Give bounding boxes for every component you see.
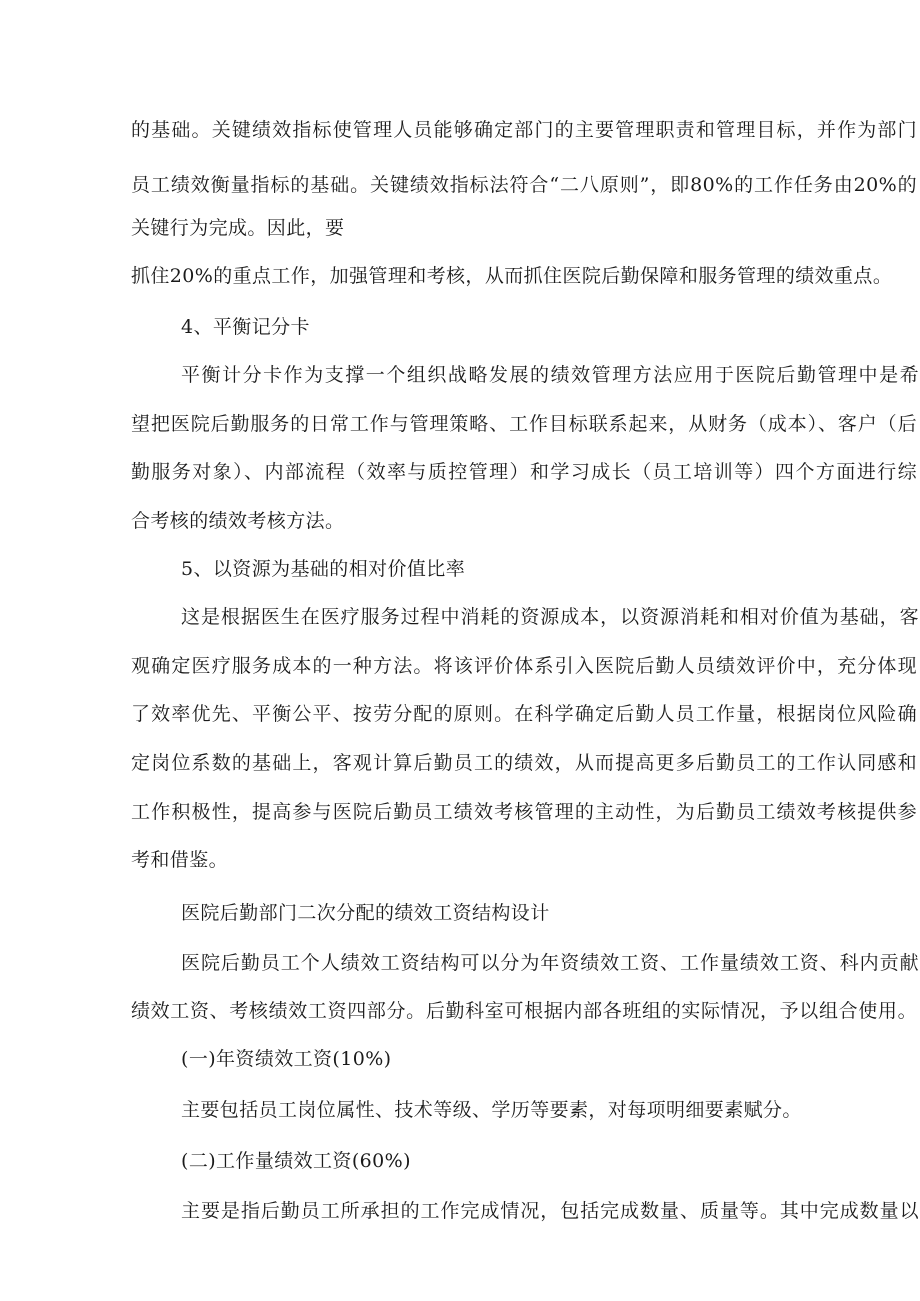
paragraph-line: 观确定医疗服务成本的一种方法。将该评价体系引入医院后勤人员绩效评价中，充分体现 <box>131 655 917 677</box>
paragraph-line: 绩效工资、考核绩效工资四部分。后勤科室可根据内部各班组的实际情况，予以组合使用。 <box>131 1000 917 1022</box>
section-heading: 4、平衡记分卡 <box>181 316 310 338</box>
paragraph-line: 了效率优先、平衡公平、按劳分配的原则。在科学确定后勤人员工作量，根据岗位风险确 <box>131 703 917 725</box>
paragraph-line: 医院后勤员工个人绩效工资结构可以分为年资绩效工资、工作量绩效工资、科内贡献 <box>181 952 919 974</box>
section-heading: 医院后勤部门二次分配的绩效工资结构设计 <box>181 902 550 924</box>
paragraph-line: 关键行为完成。因此，要 <box>131 217 345 239</box>
paragraph-line: 望把医院后勤服务的日常工作与管理策略、工作目标联系起来，从财务（成本）、客户（后 <box>131 413 917 435</box>
subsection-heading: (二)工作量绩效工资(60%) <box>181 1150 411 1172</box>
paragraph-line: 工作积极性，提高参与医院后勤员工绩效考核管理的主动性，为后勤员工绩效考核提供参 <box>131 801 917 823</box>
paragraph-line: 考和借鉴。 <box>131 849 229 871</box>
paragraph-line: 主要包括员工岗位属性、技术等级、学历等要素，对每项明细要素赋分。 <box>181 1099 802 1121</box>
paragraph-line: 平衡计分卡作为支撑一个组织战略发展的绩效管理方法应用于医院后勤管理中是希 <box>181 364 919 386</box>
subsection-heading: (一)年资绩效工资(10%) <box>181 1048 392 1070</box>
paragraph-line: 定岗位系数的基础上，客观计算后勤员工的绩效，从而提高更多后勤员工的工作认同感和 <box>131 752 917 774</box>
section-heading: 5、以资源为基础的相对价值比率 <box>181 558 466 580</box>
paragraph-line: 勤服务对象）、内部流程（效率与质控管理）和学习成长（员工培训等）四个方面进行综 <box>131 461 917 483</box>
paragraph-line: 主要是指后勤员工所承担的工作完成情况，包括完成数量、质量等。其中完成数量以 <box>181 1200 919 1222</box>
paragraph-line: 这是根据医生在医疗服务过程中消耗的资源成本，以资源消耗和相对价值为基础，客 <box>181 606 919 628</box>
paragraph-line: 的基础。关键绩效指标使管理人员能够确定部门的主要管理职责和管理目标，并作为部门 <box>131 119 917 141</box>
paragraph-line: 员工绩效衡量指标的基础。关键绩效指标法符合“二八原则”，即80%的工作任务由20%的 <box>131 174 917 196</box>
paragraph-line: 合考核的绩效考核方法。 <box>131 510 345 532</box>
paragraph-line: 抓住20%的重点工作，加强管理和考核，从而抓住医院后勤保障和服务管理的绩效重点。 <box>131 265 893 287</box>
